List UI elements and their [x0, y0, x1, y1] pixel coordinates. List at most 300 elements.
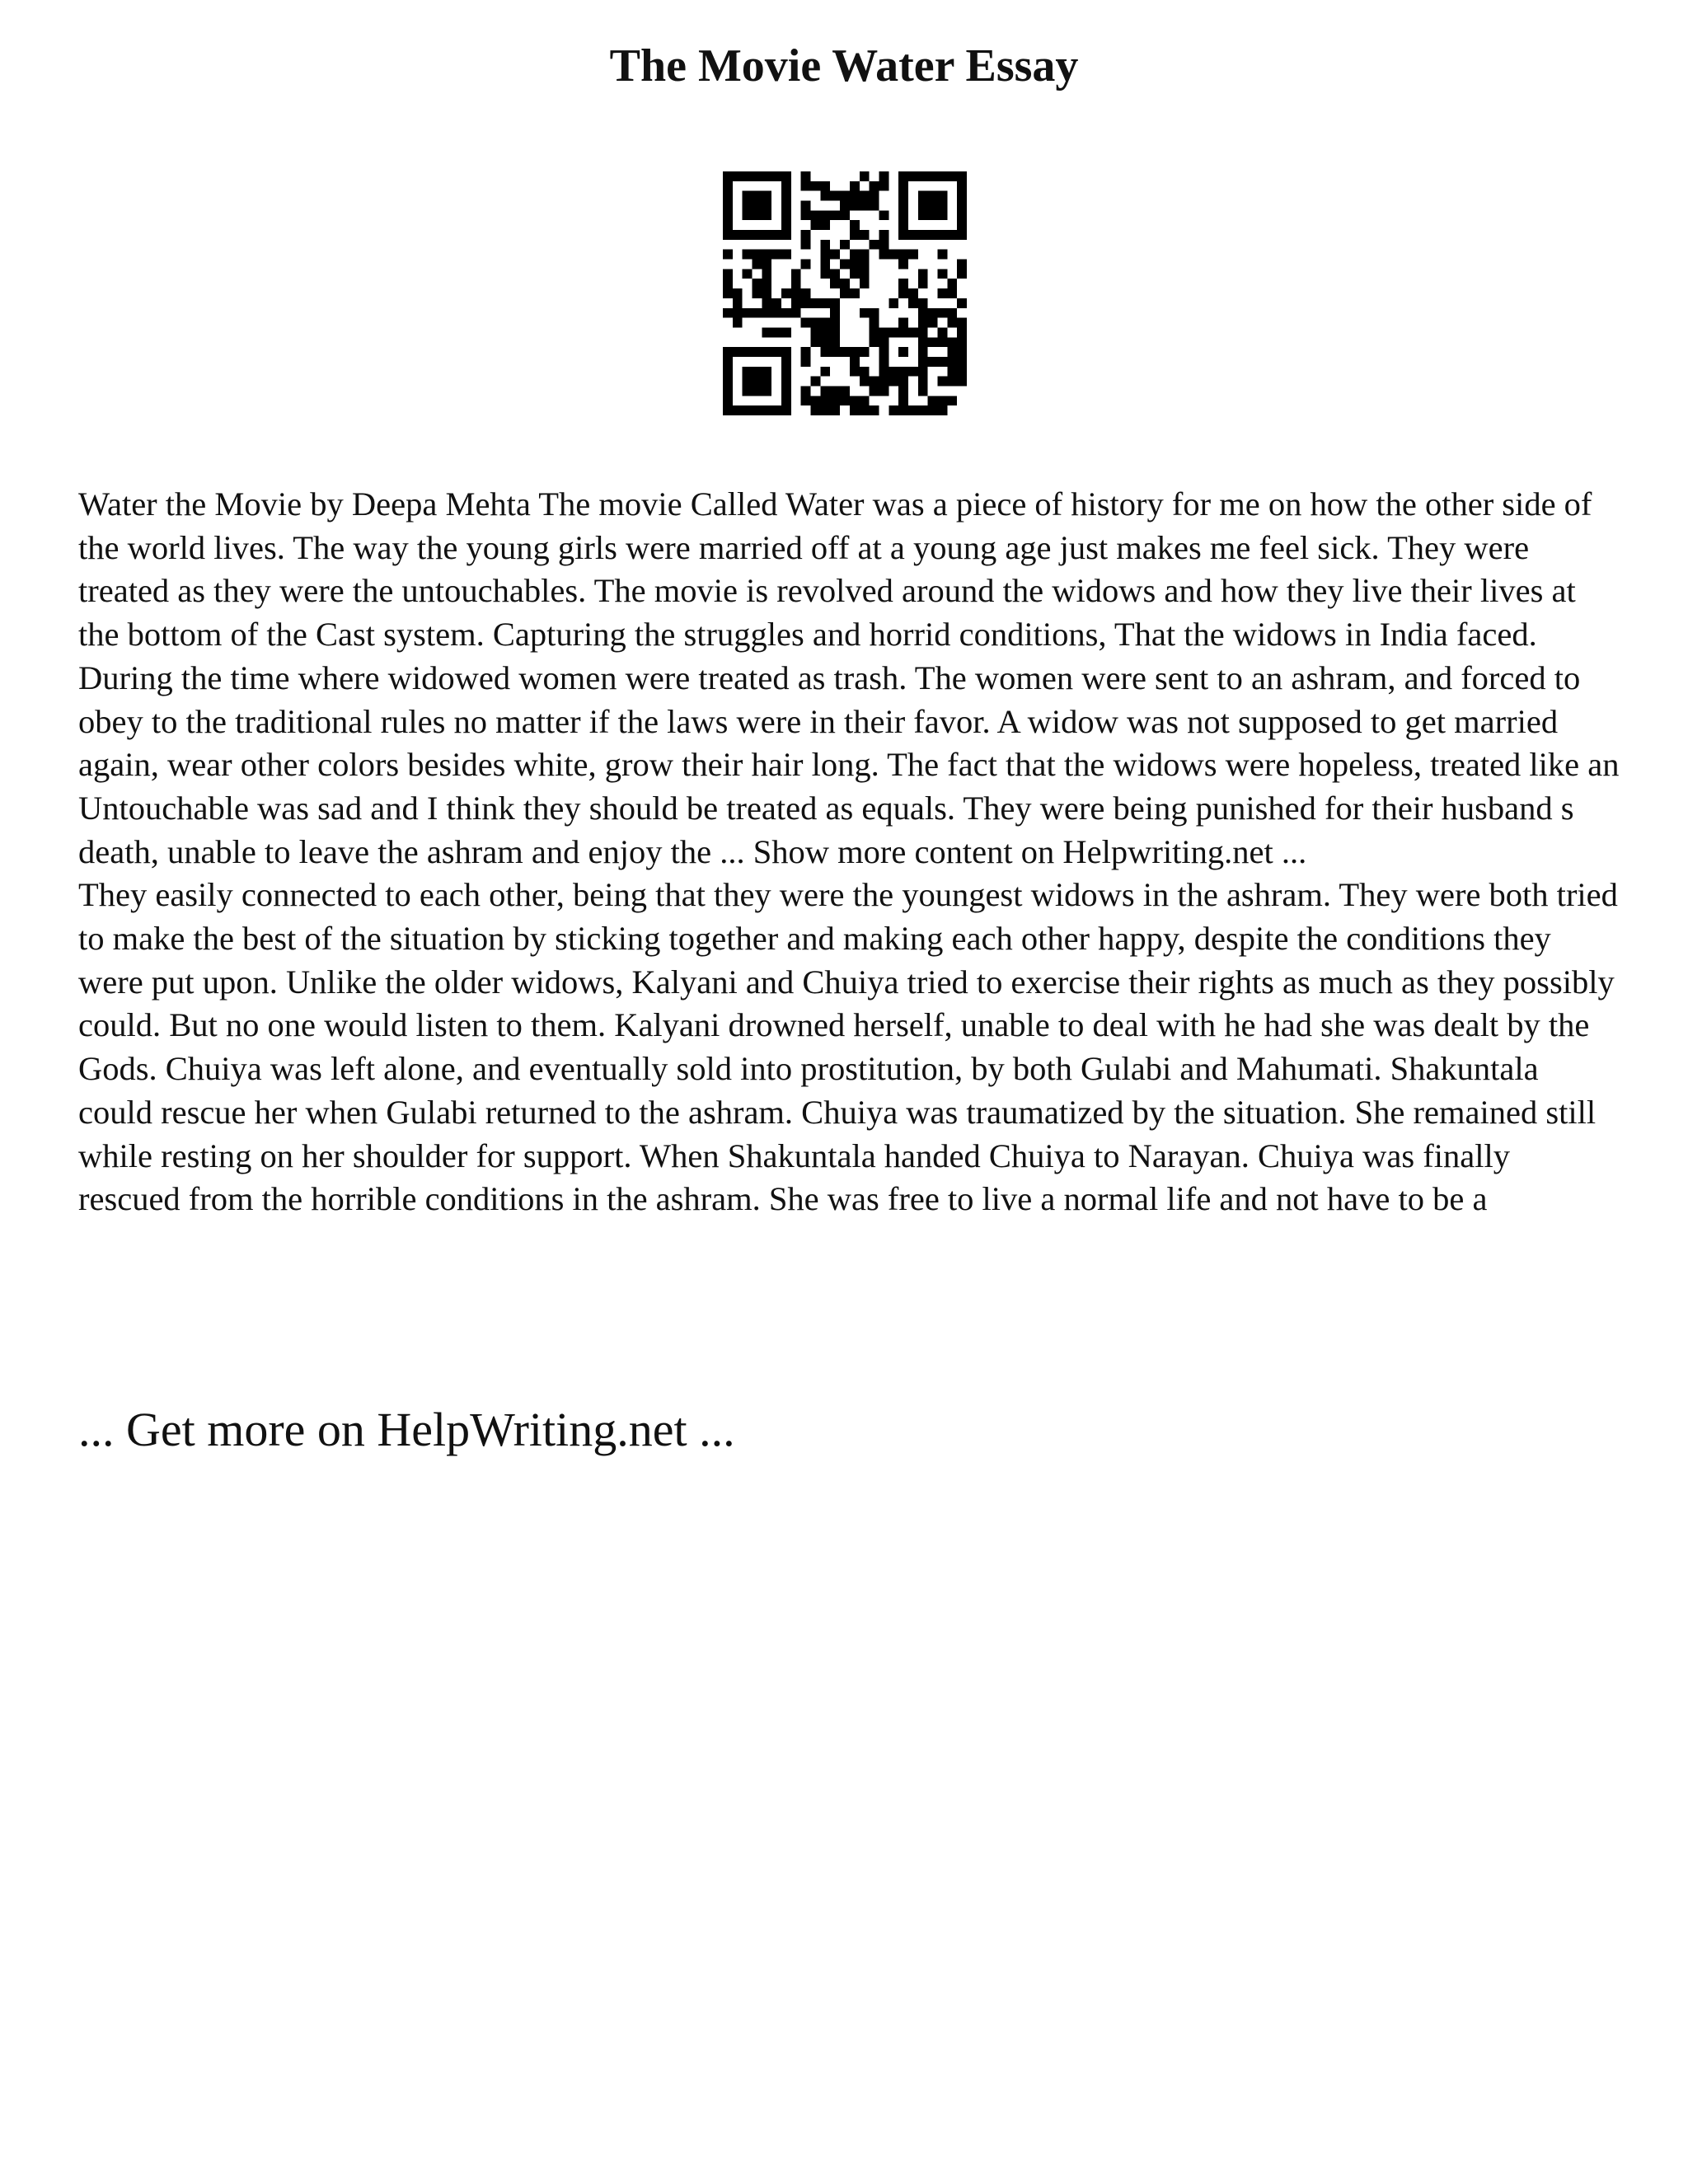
qr-module — [820, 260, 830, 269]
qr-module — [753, 367, 762, 377]
qr-module — [879, 327, 889, 337]
qr-module — [850, 396, 860, 405]
qr-module — [947, 357, 957, 367]
qr-module — [870, 308, 879, 318]
qr-module — [957, 367, 967, 377]
qr-module — [908, 250, 918, 260]
qr-module — [723, 201, 733, 211]
qr-module — [898, 279, 908, 288]
qr-module — [957, 327, 967, 337]
qr-module — [850, 367, 860, 377]
qr-module — [889, 298, 898, 308]
qr-module — [957, 318, 967, 328]
qr-module — [820, 337, 830, 347]
qr-module — [898, 210, 908, 220]
qr-module — [753, 405, 762, 415]
qr-module — [811, 318, 821, 328]
essay-paragraph-2: They easily connected to each other, being that they were the youngest widows in the ashram. They were both tried to make the best of the situation by sticking together and making each other happy, despite the conditions they were put upon. Unlike the older widows, Kalyani and Chuiya tried to exercise their rights as much as they possibly could. But no one would listen to them. Kalyani drowned herself, unable to deal with he had she was dealt by the Gods. Chuiya was left alone, and eventually sold into prostitution, by both Gulabi and Mahumati. Shakuntala could rescue her when Gulabi returned to the ashram. Chuiya was traumatized by the situation. She remained still while resting on her shoulder for support. When Shakuntala handed Chuiya to Narayan. Chuiya was finally rescued from the horrible conditions in the ashram. She was free to live a normal life and not have to be a — [78, 876, 1618, 1218]
qr-module — [830, 250, 840, 260]
qr-module — [957, 210, 967, 220]
qr-module — [723, 386, 733, 396]
qr-module — [733, 171, 743, 181]
qr-module — [957, 357, 967, 367]
qr-module — [908, 298, 918, 308]
qr-module — [937, 357, 947, 367]
qr-module — [928, 357, 938, 367]
qr-module — [733, 318, 743, 328]
qr-module — [830, 327, 840, 337]
qr-module — [830, 269, 840, 279]
qr-module — [840, 396, 850, 405]
qr-module — [743, 230, 753, 240]
qr-module — [918, 377, 928, 387]
qr-module — [762, 250, 771, 260]
qr-module — [918, 308, 928, 318]
qr-module — [743, 191, 753, 201]
qr-module — [762, 288, 771, 298]
qr-module — [840, 386, 850, 396]
qr-module — [870, 318, 879, 328]
qr-module — [870, 327, 879, 337]
qr-module — [753, 230, 762, 240]
qr-module — [723, 347, 733, 357]
qr-module — [753, 191, 762, 201]
qr-module — [743, 269, 753, 279]
qr-module — [771, 171, 781, 181]
qr-module — [957, 220, 967, 230]
qr-module — [723, 269, 733, 279]
qr-module — [723, 171, 733, 181]
qr-module — [898, 318, 908, 328]
qr-module — [937, 337, 947, 347]
qr-module — [840, 260, 850, 269]
qr-module — [889, 405, 898, 415]
qr-module — [840, 201, 850, 211]
qr-module — [860, 171, 870, 181]
qr-module — [937, 288, 947, 298]
qr-module — [918, 269, 928, 279]
qr-module — [820, 367, 830, 377]
qr-module — [781, 377, 791, 387]
page-title: The Movie Water Essay — [609, 40, 1079, 91]
qr-module — [889, 367, 898, 377]
qr-module — [860, 308, 870, 318]
qr-module — [753, 288, 762, 298]
qr-module — [733, 405, 743, 415]
qr-module — [781, 220, 791, 230]
qr-module — [723, 181, 733, 191]
qr-module — [898, 288, 908, 298]
qr-module — [850, 269, 860, 279]
qr-module — [850, 357, 860, 367]
qr-module — [928, 201, 938, 211]
qr-module — [850, 405, 860, 415]
qr-module — [898, 191, 908, 201]
qr-module — [762, 386, 771, 396]
qr-module — [860, 260, 870, 269]
qr-module — [820, 318, 830, 328]
qr-module — [723, 367, 733, 377]
qr-module — [781, 201, 791, 211]
qr-module — [860, 405, 870, 415]
qr-module — [801, 288, 811, 298]
qr-module — [820, 250, 830, 260]
qr-module — [898, 367, 908, 377]
qr-module — [771, 308, 781, 318]
qr-module — [762, 191, 771, 201]
qr-module — [928, 191, 938, 201]
qr-module — [723, 230, 733, 240]
qr-module — [753, 386, 762, 396]
qr-module — [830, 210, 840, 220]
qr-module — [762, 210, 771, 220]
qr-module — [791, 308, 801, 318]
qr-module — [937, 191, 947, 201]
qr-module — [947, 279, 957, 288]
qr-module — [918, 191, 928, 201]
qr-module — [870, 405, 879, 415]
qr-module — [937, 269, 947, 279]
qr-module — [723, 191, 733, 201]
qr-module — [753, 308, 762, 318]
qr-module — [820, 269, 830, 279]
qr-module — [781, 181, 791, 191]
qr-module — [723, 308, 733, 318]
qr-module — [870, 181, 879, 191]
qr-module — [811, 377, 821, 387]
qr-module — [957, 230, 967, 240]
qr-module — [850, 181, 860, 191]
qr-module — [820, 210, 830, 220]
qr-module — [957, 201, 967, 211]
qr-module — [898, 171, 908, 181]
qr-module — [860, 396, 870, 405]
qr-module — [791, 288, 801, 298]
qr-module — [918, 230, 928, 240]
qr-module — [937, 171, 947, 181]
qr-module — [801, 210, 811, 220]
qr-module — [860, 250, 870, 260]
qr-module — [898, 386, 908, 396]
qr-module — [879, 357, 889, 367]
qr-module — [801, 357, 811, 367]
qr-module — [937, 210, 947, 220]
qr-module — [723, 288, 733, 298]
qr-module — [918, 347, 928, 357]
qr-module — [733, 298, 743, 308]
qr-module — [723, 405, 733, 415]
qr-module — [879, 367, 889, 377]
qr-module — [898, 181, 908, 191]
qr-module — [811, 210, 821, 220]
qr-module — [850, 220, 860, 230]
qr-module — [781, 386, 791, 396]
qr-module — [947, 230, 957, 240]
qr-module — [830, 386, 840, 396]
qr-module — [918, 279, 928, 288]
qr-module — [723, 357, 733, 367]
qr-module — [947, 347, 957, 357]
qr-module — [753, 201, 762, 211]
qr-module — [937, 250, 947, 260]
qr-module — [743, 201, 753, 211]
qr-module — [743, 250, 753, 260]
qr-module — [781, 405, 791, 415]
qr-module — [830, 318, 840, 328]
qr-module — [753, 347, 762, 357]
qr-module — [860, 269, 870, 279]
qr-module — [928, 171, 938, 181]
qr-module — [947, 396, 957, 405]
qr-module — [753, 250, 762, 260]
qr-module — [918, 318, 928, 328]
qr-module — [743, 377, 753, 387]
qr-module — [830, 308, 840, 318]
qr-module — [918, 367, 928, 377]
qr-module — [860, 377, 870, 387]
qr-module — [801, 181, 811, 191]
qr-module — [801, 318, 811, 328]
qr-module — [771, 230, 781, 240]
qr-module — [820, 396, 830, 405]
qr-module — [811, 181, 821, 191]
qr-module — [879, 337, 889, 347]
qr-module — [781, 327, 791, 337]
qr-module — [791, 298, 801, 308]
qr-module — [879, 386, 889, 396]
qr-module — [860, 279, 870, 288]
qr-module — [947, 288, 957, 298]
qr-module — [743, 308, 753, 318]
qr-module — [820, 327, 830, 337]
qr-module — [898, 347, 908, 357]
qr-module — [723, 396, 733, 405]
qr-module — [753, 260, 762, 269]
qr-module — [850, 230, 860, 240]
qr-module — [957, 377, 967, 387]
qr-module — [850, 260, 860, 269]
qr-module — [830, 298, 840, 308]
qr-module — [743, 405, 753, 415]
qr-module — [898, 377, 908, 387]
qr-module — [870, 377, 879, 387]
qr-module — [753, 171, 762, 181]
qr-module — [918, 386, 928, 396]
qr-module — [762, 230, 771, 240]
qr-module — [830, 396, 840, 405]
qr-module — [830, 191, 840, 201]
qr-module — [762, 347, 771, 357]
qr-module — [840, 288, 850, 298]
get-more-link[interactable]: ... Get more on HelpWriting.net ... — [78, 1403, 735, 1456]
qr-module — [743, 367, 753, 377]
qr-module — [781, 191, 791, 201]
qr-module — [781, 171, 791, 181]
qr-module — [928, 210, 938, 220]
qr-module — [918, 210, 928, 220]
qr-module — [957, 260, 967, 269]
qr-module — [811, 220, 821, 230]
qr-module — [781, 347, 791, 357]
qr-module — [918, 357, 928, 367]
qr-module — [928, 396, 938, 405]
qr-module — [860, 230, 870, 240]
qr-module — [801, 347, 811, 357]
qr-module — [753, 279, 762, 288]
qr-module — [723, 220, 733, 230]
qr-module — [762, 308, 771, 318]
qr-module — [879, 210, 889, 220]
qr-module — [879, 347, 889, 357]
qr-module — [957, 191, 967, 201]
qr-module — [771, 250, 781, 260]
qr-module — [918, 171, 928, 181]
qr-module — [860, 347, 870, 357]
qr-module — [733, 347, 743, 357]
qr-module — [937, 201, 947, 211]
qr-module — [743, 171, 753, 181]
essay-body — [78, 483, 1620, 1221]
qr-module — [762, 327, 771, 337]
qr-module — [762, 298, 771, 308]
qr-module — [820, 298, 830, 308]
qr-module — [870, 386, 879, 396]
qr-module — [860, 191, 870, 201]
qr-module — [830, 279, 840, 288]
qr-module — [850, 250, 860, 260]
qr-module — [830, 347, 840, 357]
qr-module — [801, 171, 811, 181]
qr-module — [957, 269, 967, 279]
qr-module — [762, 367, 771, 377]
qr-module — [791, 269, 801, 279]
qr-module — [820, 347, 830, 357]
qr-module — [937, 230, 947, 240]
qr-module — [811, 298, 821, 308]
qr-module — [898, 201, 908, 211]
qr-module — [947, 337, 957, 347]
qr-module — [820, 191, 830, 201]
qr-module — [850, 347, 860, 357]
qr-module — [811, 327, 821, 337]
qr-module — [840, 240, 850, 250]
qr-module — [743, 210, 753, 220]
qr-module — [801, 396, 811, 405]
qr-code-graphic — [723, 171, 967, 415]
qr-module — [957, 337, 967, 347]
qr-module — [908, 288, 918, 298]
qr-module — [723, 279, 733, 288]
qr-module — [820, 220, 830, 230]
qr-module — [771, 327, 781, 337]
qr-module — [937, 377, 947, 387]
qr-module — [811, 405, 821, 415]
qr-module — [762, 269, 771, 279]
qr-module — [850, 201, 860, 211]
qr-module — [870, 201, 879, 211]
qr-module — [957, 181, 967, 191]
qr-module — [918, 337, 928, 347]
qr-module — [820, 386, 830, 396]
qr-module — [918, 405, 928, 415]
qr-module — [781, 308, 791, 318]
qr-module — [733, 308, 743, 318]
qr-module — [733, 230, 743, 240]
qr-module — [860, 367, 870, 377]
qr-module — [801, 386, 811, 396]
qr-module — [928, 405, 938, 415]
qr-module — [937, 308, 947, 318]
qr-module — [753, 210, 762, 220]
qr-module — [898, 260, 908, 269]
qr-module — [820, 240, 830, 250]
qr-module — [781, 396, 791, 405]
qr-module — [889, 327, 898, 337]
qr-module — [840, 347, 850, 357]
qr-module — [947, 367, 957, 377]
qr-module — [830, 337, 840, 347]
qr-module — [771, 298, 781, 308]
qr-module — [898, 327, 908, 337]
qr-module — [928, 308, 938, 318]
qr-module — [811, 337, 821, 347]
qr-module — [743, 386, 753, 396]
qr-module — [801, 298, 811, 308]
qr-module — [781, 210, 791, 220]
qr-module — [898, 220, 908, 230]
qr-module — [908, 171, 918, 181]
qr-module — [762, 201, 771, 211]
qr-module — [860, 201, 870, 211]
qr-module — [918, 298, 928, 308]
qr-module — [947, 377, 957, 387]
qr-module — [820, 181, 830, 191]
qr-module — [879, 230, 889, 240]
qr-module — [937, 396, 947, 405]
qr-module — [908, 405, 918, 415]
qr-module — [820, 405, 830, 415]
qr-module — [762, 260, 771, 269]
qr-module — [937, 327, 947, 337]
qr-module — [743, 347, 753, 357]
qr-module — [811, 396, 821, 405]
qr-module — [762, 279, 771, 288]
qr-module — [908, 230, 918, 240]
qr-module — [898, 396, 908, 405]
qr-module — [879, 240, 889, 250]
qr-module — [762, 171, 771, 181]
qr-module — [879, 171, 889, 181]
qr-module — [762, 377, 771, 387]
qr-code-icon — [723, 171, 967, 415]
qr-module — [801, 230, 811, 240]
qr-module — [850, 288, 860, 298]
qr-module — [947, 171, 957, 181]
qr-module — [947, 318, 957, 328]
qr-module — [762, 405, 771, 415]
qr-module — [928, 337, 938, 347]
qr-module — [908, 367, 918, 377]
qr-module — [879, 377, 889, 387]
qr-module — [840, 191, 850, 201]
qr-module — [850, 191, 860, 201]
qr-module — [870, 191, 879, 201]
qr-module — [791, 279, 801, 288]
qr-module — [840, 279, 850, 288]
qr-module — [898, 230, 908, 240]
qr-module — [723, 377, 733, 387]
qr-module — [957, 298, 967, 308]
